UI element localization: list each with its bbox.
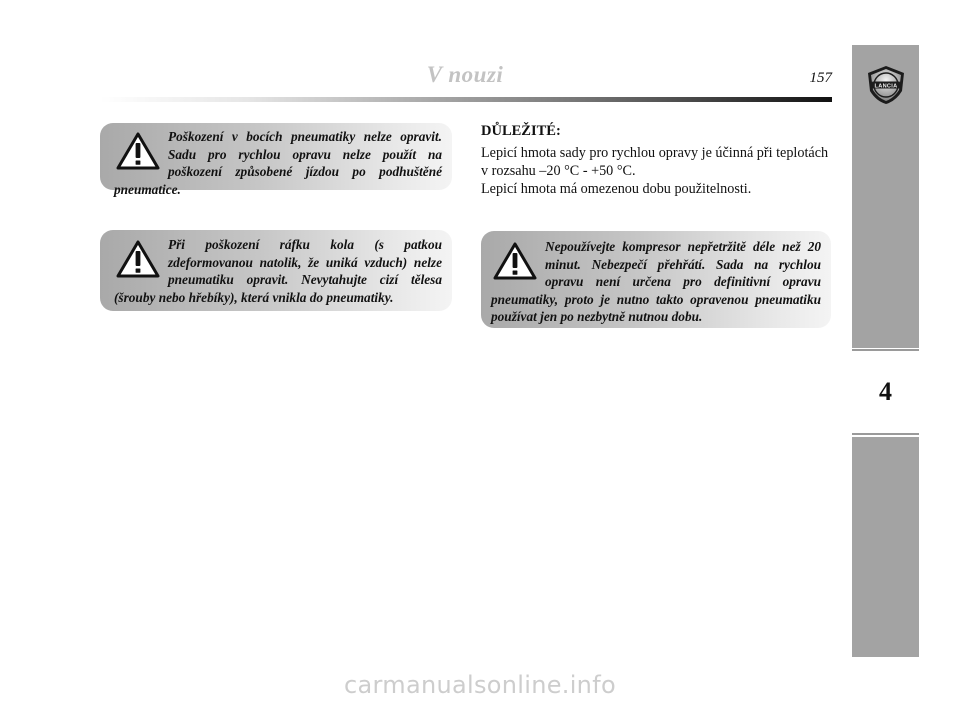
warning-box-compressor xyxy=(481,231,831,328)
sidebar-lower-band xyxy=(852,437,919,657)
warning-text: Nepoužívejte kompresor nepřetržitě déle než 20 minut. Nebezpečí přehřátí. Sada na rychlou opravu není určena pro definitivní opravu pneumatiky, proto je nutno takto opravenou pneumatiku používat jen po nezbytně nutnou dobu. xyxy=(491,239,821,324)
lancia-logo-icon xyxy=(866,65,906,105)
important-paragraph: Lepicí hmota má omezenou dobu použitelnosti. xyxy=(481,181,752,197)
sidebar-upper-band xyxy=(852,45,919,348)
warning-text: Při poškození ráfku kola (s patkou zdeformovanou natolik, že uniká vzduch) nelze pneumatiku opravit. Nevytahujte cizí tělesa (šrouby nebo hřebíky), která vnikla do pneumatiky. xyxy=(114,237,442,305)
important-body xyxy=(481,145,833,200)
logo-text: LANCIA xyxy=(874,83,898,90)
section-sidebar xyxy=(852,45,919,657)
watermark: carmanualsonline.info xyxy=(344,671,616,699)
warning-triangle-icon xyxy=(493,242,537,280)
section-number: 4 xyxy=(879,377,892,406)
section-tab xyxy=(852,349,919,435)
header-rule xyxy=(100,97,832,102)
warning-box-sidewall xyxy=(100,123,452,197)
page-title: V nouzi xyxy=(426,62,504,87)
important-paragraph: Lepicí hmota sady pro rychlou opravy je účinná při teplotách v rozsahu –20 °C - +50 °C. xyxy=(481,145,829,179)
warning-box-rim xyxy=(100,230,452,311)
page-number: 157 xyxy=(809,70,832,86)
warning-triangle-icon xyxy=(116,132,160,170)
warning-triangle-icon xyxy=(116,240,160,278)
important-heading: DŮLEŽITÉ: xyxy=(481,123,561,139)
warning-text: Poškození v bocích pneumatiky nelze opravit. Sadu pro rychlou opravu nelze použít na poškození způsobené jízdou po podhuštěné pneumatice. xyxy=(114,129,442,197)
